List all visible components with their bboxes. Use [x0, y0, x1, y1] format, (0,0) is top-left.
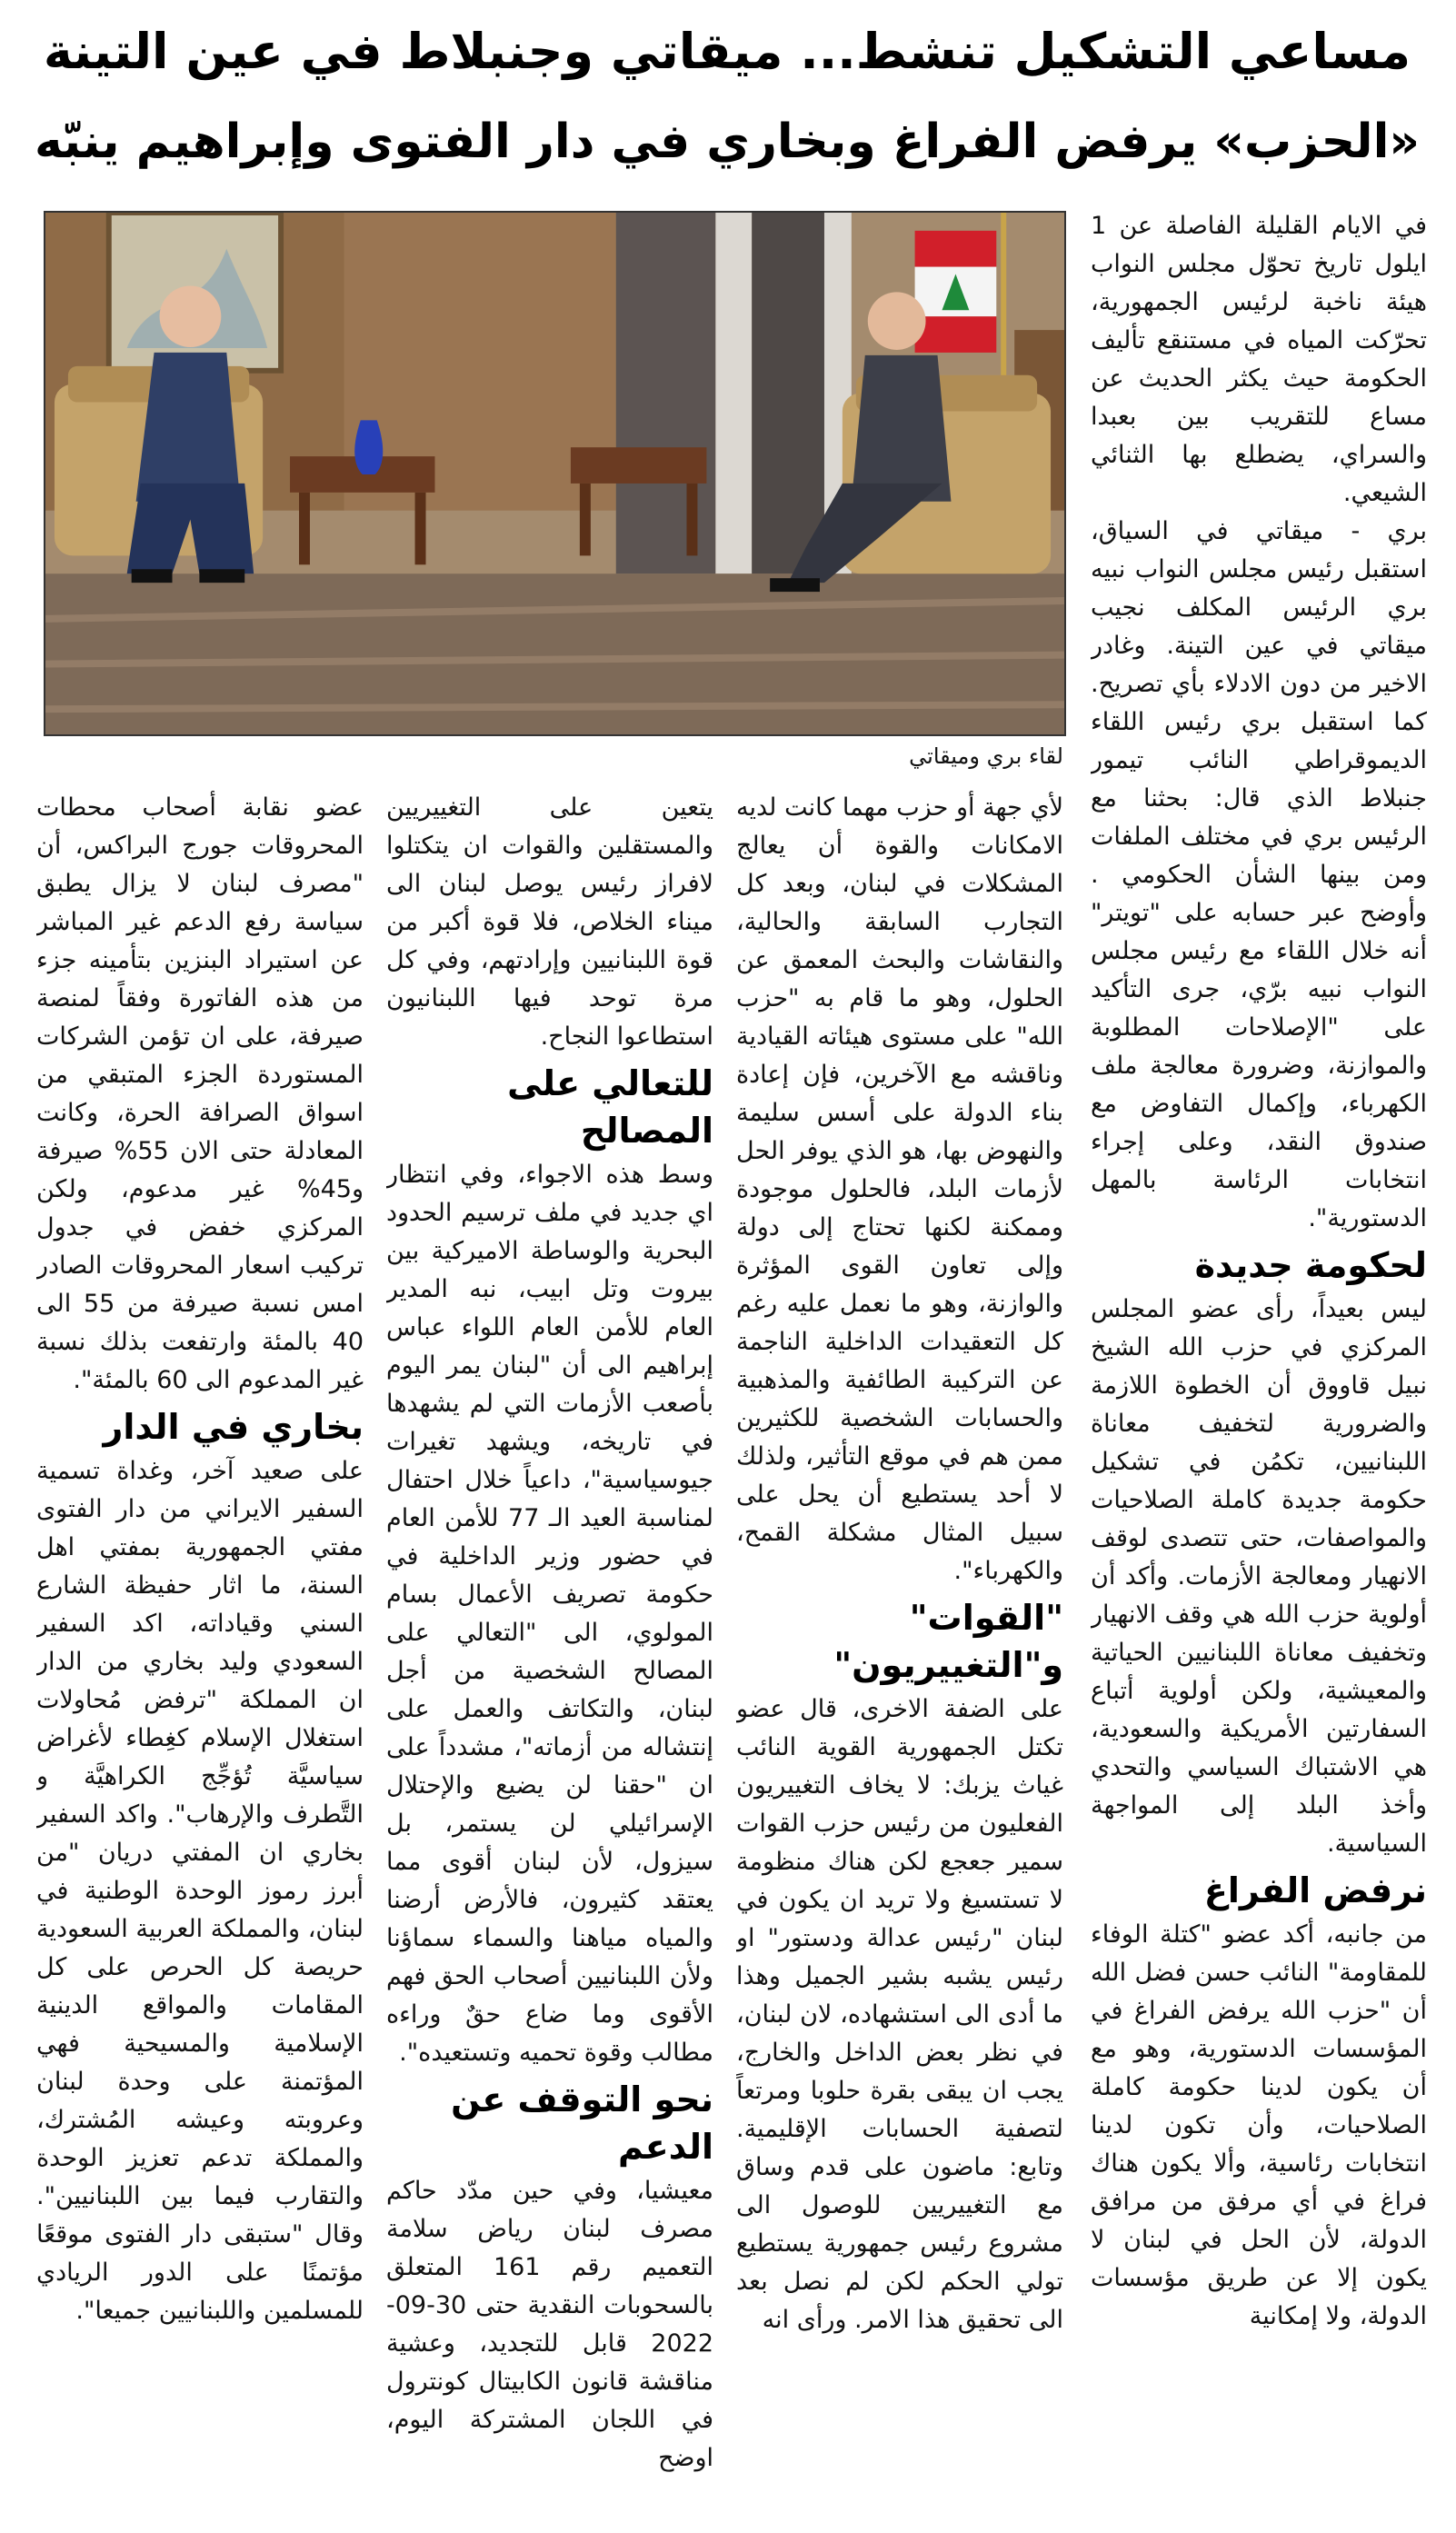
subheading: نحو التوقف عن الدعم [451, 2079, 713, 2167]
paragraph: ليس بعيداً، رأى عضو المجلس المركزي في حزب الله الشيخ نبيل قاووق أن الخطوة اللازمة والضرورية لتخفيف معاناة اللبنانيين، تكمُن في تشكيل حكومة جديدة كاملة الصلاحيات والمواصفات، حتى تتصدى لوقف الانهيار ومعالجة الأزمات. وأكد أن أولوية حزب الله هي وقف الانهيار وتخفيف معاناة اللبنانيين الحياتية والمعيشية، ولكن أولوية أتباع السفارتين الأمريكية والسعودية، هي الاشتباك السياسي والتحدي وأخذ البلد إلى المواجهة السياسية. [1091, 1295, 1427, 1858]
news-photo [44, 211, 1066, 736]
subheading: للتعالي على المصالح [507, 1063, 713, 1151]
paragraph: معيشيا، وفي حين مدّد حاكم مصرف لبنان رياض سلامة التعميم رقم 161 المتعلق بالسحوبات النقدية حتى 30-09-2022 قابل للتجديد، وعشية مناقشة قانون الكابيتال كونترول في اللجان المشتركة اليوم، اوضح [386, 2177, 713, 2472]
subheading: بخاري في الدار [103, 1407, 364, 1447]
paragraph: على صعيد آخر، وغداة تسمية السفير الايراني من دار الفتوى مفتي الجمهورية بمفتي اهل السنة، ما اثار حفيظة الشارع السني وقياداته، اكد السفير السعودي وليد بخاري من الدار ان المملكة "ترفض مُحاولات استغلال الإسلام كغِطاء لأغراض سياسيَّة تُؤجِّج الكراهيَّة و التَّطرف والإرهاب". واكد السفير بخاري ان المفتي دريان "من أبرز رموز الوحدة الوطنية في لبنان، والمملكة العربية السعودية حريصة كل الحرص على كل المقامات والمواقع الدينية الإسلامية والمسيحية فهي المؤتمنة على وحدة لبنان وعروبته وعيشه المُشترك، والمملكة تدعم تعزيز الوحدة والتقارب فيما بين اللبنانيين". وقال "ستبقى دار الفتوى موقعًا مؤتمنًا على الدور الريادي للمسلمين واللبنانيين جميعا". [36, 1457, 364, 2325]
article-column-4 [36, 789, 364, 2516]
subheading: لحكومة جديدة [1194, 1245, 1427, 1285]
paragraph: على الضفة الاخرى، قال عضو تكتل الجمهورية القوية النائب غياث يزبك: لا يخاف التغييريون الفعليون من رئيس حزب القوات سمير جعجع لكن هناك منظومة لا تستسيغ ولا تريد ان يكون في لبنان "رئيس عدالة ودستور" او رئيس يشبه بشير الجميل وهذا ما أدى الى استشهاده، لان لبنان، في نظر بعض الداخل والخارج، يجب ان يبقى بقرة حلوبا ومرتعاً لتصفية الحسابات الإقليمية. وتابع: ماضون على قدم وساق مع التغييريين للوصول الى مشروع رئيس جمهورية يستطيع تولي الحكم لكن لم نصل بعد الى تحقيق هذا الامر. ورأى انه [736, 1695, 1063, 2334]
paragraph: لأي جهة أو حزب مهما كانت لديه الامكانات والقوة أن يعالج المشكلات في لبنان، وبعد كل التجارب السابقة والحالية، والنقاشات والبحث المعمق عن الحلول، وهو ما قام به "حزب الله" على مستوى هيئاته القيادية وناقشه مع الآخرين، فإن إعادة بناء الدولة على أسس سليمة والنهوض بها، هو الذي يوفر الحل لأزمات البلد، فالحلول موجودة وممكنة لكنها تحتاج إلى دولة وإلى تعاون القوى المؤثرة والوازنة، وهو ما نعمل عليه رغم كل التعقيدات الداخلية الناجمة عن التركيبة الطائفية والمذهبية والحسابات الشخصية للكثيرين ممن هم في موقع التأثير، ولذلك لا أحد يستطيع أن يحل على سبيل المثال مشكلة القمح، والكهرباء". [736, 793, 1063, 1585]
headline-line-2: «الحزب» يرفض الفراغ وبخاري في دار الفتوى وإبراهيم ينبّه [35, 115, 1420, 169]
photo-caption: لقاء بري وميقاتي [909, 743, 1063, 769]
paragraph: في الايام القليلة الفاصلة عن 1 ايلول تاريخ تحوّل مجلس النواب هيئة ناخبة لرئيس الجمهورية، تحرّكت المياه في مستنقع تأليف الحكومة حيث يكثر الحديث عن مساع للتقريب بين بعبدا والسراي، يضطلع بها الثنائي الشيعي. [1091, 212, 1427, 507]
paragraph: من جانبه، أكد عضو "كتلة الوفاء للمقاومة" النائب حسن فضل الله أن "حزب الله يرفض الفراغ في المؤسسات الدستورية، وهو مع أن يكون لدينا حكومة كاملة الصلاحيات، وأن تكون لدينا انتخابات رئاسية، وألا يكون هناك فراغ في أي مرفق من مرافق الدولة، لأن الحل في لبنان لا يكون إلا عن طريق مؤسسات الدولة، ولا إمكانية [1091, 1920, 1427, 2330]
paragraph: يتعين على التغييريين والمستقلين والقوات ان يتكتلوا لافراز رئيس يوصل لبنان الى ميناء الخلاص، فلا قوة أكبر من قوة اللبنانيين وإرادتهم، وفي كل مرة توحد فيها اللبنانيون استطاعوا النجاح. [386, 793, 713, 1051]
paragraph: وسط هذه الاجواء، وفي انتظار اي جديد في ملف ترسيم الحدود البحرية والوساطة الاميركية بين بيروت وتل ابيب، نبه المدير العام للأمن العام اللواء عباس إبراهيم الى أن "لبنان يمر اليوم بأصعب الأزمات التي لم يشهدها في تاريخه، ويشهد تغيرات جيوسياسية"، داعياً خلال احتفال لمناسبة العيد الـ 77 للأمن العام في حضور وزير الداخلية في حكومة تصريف الأعمال بسام المولوي، الى "التعالي على المصالح الشخصية من أجل لبنان، والتكاتف والعمل على إنتشاله من أزماته"، مشدداً على ان "حقنا لن يضيع والإحتلال الإسرائيلي لن يستمر، بل سيزول، لأن لبنان أقوى مما يعتقد كثيرون، فالأرض أرضنا والمياه مياهنا والسماء سماؤنا ولأن اللبنانيين أصحاب الحق فهم الأقوى وما ضاع حقٌ وراءه مطالب وقوة تحميه وتستعيده". [386, 1161, 713, 2067]
subheading: "القوات" و"التغييريون" [833, 1598, 1063, 1685]
article-column-3 [386, 789, 713, 2516]
paragraph: عضو نقابة أصحاب محطات المحروقات جورج البراكس، أن "مصرف لبنان لا يزال يطبق سياسة رفع الدعم غير المباشر عن استيراد البنزين بتأمينه جزء من هذه الفاتورة وفقاً لمنصة صيرفة، على ان تؤمن الشركات المستوردة الجزء المتبقي من اسواق الصرافة الحرة، وكانت المعادلة حتى الان 55% صيرفة و45% غير مدعوم، ولكن المركزي خفض في جدول تركيب اسعار المحروقات الصادر امس نسبة صيرفة من 55 الى 40 بالمئة وارتفعت بذلك نسبة غير المدعوم الى 60 بالمئة". [36, 793, 364, 1394]
article-column-2 [736, 789, 1063, 2516]
headline-line-1: مساعي التشكيل تنشط... ميقاتي وجنبلاط في عين التينة [43, 23, 1411, 80]
article-column-1 [1091, 207, 1427, 2516]
subheading: نرفض الفراغ [1203, 1870, 1427, 1910]
paragraph: بري - ميقاتي في السياق، استقبل رئيس مجلس النواب نبيه بري الرئيس المكلف نجيب ميقاتي في عين التينة. وغادر الاخير من دون الادلاء بأي تصريح. كما استقبل بري رئيس اللقاء الديموقراطي النائب تيمور جنبلاط الذي قال: بحثنا مع الرئيس بري في مختلف الملفات ومن بينها الشأن الحكومي . وأوضح عبر حسابه على "تويتر" أنه خلال اللقاء مع رئيس مجلس النواب نبيه برّي، جرى التأكيد على "الإصلاحات المطلوبة والموازنة، وضرورة معالجة ملف الكهرباء، وإكمال التفاوض مع صندوق النقد، وعلى إجراء انتخابات الرئاسة بالمهل الدستورية". [1091, 517, 1427, 1232]
